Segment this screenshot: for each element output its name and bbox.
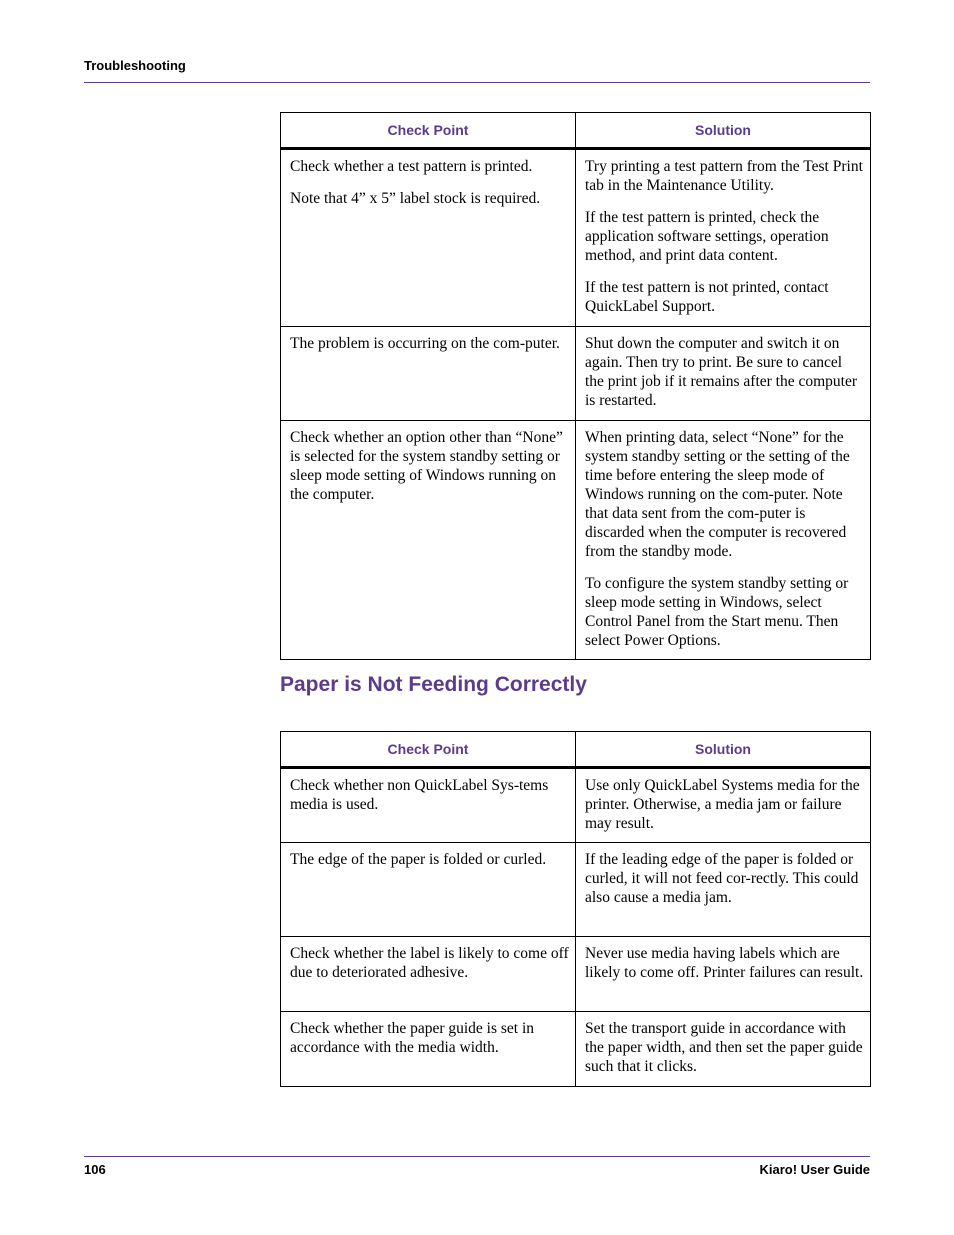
solution-cell	[576, 1012, 871, 1087]
check-point-cell	[281, 937, 576, 1012]
cell-paragraph: The problem is occurring on the com-puter.	[290, 335, 560, 352]
document-title: Kiaro! User Guide	[759, 1162, 870, 1177]
cell-paragraph: To configure the system standby setting or sleep mode setting in Windows, select Control Panel from the Start menu. Then select Power Options.	[585, 575, 849, 649]
solution-cell	[576, 937, 871, 1012]
cell-paragraph: The edge of the paper is folded or curled.	[290, 851, 547, 868]
cell-paragraph: Check whether the label is likely to come off due to deteriorated adhesive.	[290, 945, 569, 981]
cell-paragraph: Use only QuickLabel Systems media for the printer. Otherwise, a media jam or failure may result.	[585, 777, 860, 832]
cell-paragraph: Try printing a test pattern from the Test Print tab in the Maintenance Utility.	[585, 158, 863, 194]
check-point-cell	[281, 1012, 576, 1087]
column-header-solution: Solution	[576, 732, 871, 768]
check-point-cell	[281, 421, 576, 660]
cell-paragraph: If the leading edge of the paper is folded or curled, it will not feed cor-rectly. This could also cause a media jam.	[585, 851, 859, 906]
section-heading: Paper is Not Feeding Correctly	[280, 673, 587, 696]
cell-paragraph: If the test pattern is printed, check the application software settings, operation method, and print data content.	[585, 209, 829, 264]
running-header: Troubleshooting	[84, 58, 186, 73]
table-header-row	[281, 732, 871, 768]
table-row	[281, 327, 871, 421]
table-header-row	[281, 113, 871, 149]
check-point-cell	[281, 327, 576, 421]
page-number: 106	[84, 1162, 106, 1177]
cell-paragraph: When printing data, select “None” for the system standby setting or the setting of the time before entering the sleep mode of Windows running on the com-puter. Note that data sent from the com-puter is discarded when the computer is recovered from the standby mode.	[585, 429, 850, 560]
cell-paragraph: If the test pattern is not printed, contact QuickLabel Support.	[585, 279, 829, 315]
check-point-cell	[281, 149, 576, 327]
table-row	[281, 768, 871, 843]
cell-paragraph: Never use media having labels which are likely to come off. Printer failures can result.	[585, 945, 864, 981]
check-point-cell	[281, 768, 576, 843]
cell-paragraph: Note that 4” x 5” label stock is required.	[290, 190, 541, 207]
check-point-cell	[281, 843, 576, 937]
footer-rule	[84, 1156, 870, 1157]
cell-paragraph: Shut down the computer and switch it on again. Then try to print. Be sure to cancel the print job if it remains after the computer is restarted.	[585, 335, 858, 409]
troubleshooting-table-2	[280, 731, 871, 1087]
cell-paragraph: Check whether the paper guide is set in accordance with the media width.	[290, 1020, 535, 1056]
table-row	[281, 843, 871, 937]
table-row	[281, 1012, 871, 1087]
column-header-check-point: Check Point	[281, 113, 576, 149]
solution-cell	[576, 768, 871, 843]
header-rule	[84, 82, 870, 83]
solution-cell	[576, 843, 871, 937]
table-row	[281, 937, 871, 1012]
table-row	[281, 421, 871, 660]
cell-paragraph: Set the transport guide in accordance with the paper width, and then set the paper guide such that it clicks.	[585, 1020, 863, 1075]
cell-paragraph: Check whether non QuickLabel Sys-tems media is used.	[290, 777, 549, 813]
cell-paragraph: Check whether an option other than “None” is selected for the system standby setting or sleep mode setting of Windows running on the computer.	[290, 429, 563, 503]
solution-cell	[576, 421, 871, 660]
solution-cell	[576, 327, 871, 421]
column-header-check-point: Check Point	[281, 732, 576, 768]
troubleshooting-table-1	[280, 112, 871, 660]
cell-paragraph: Check whether a test pattern is printed.	[290, 158, 533, 175]
column-header-solution: Solution	[576, 113, 871, 149]
solution-cell	[576, 149, 871, 327]
table-row	[281, 149, 871, 327]
